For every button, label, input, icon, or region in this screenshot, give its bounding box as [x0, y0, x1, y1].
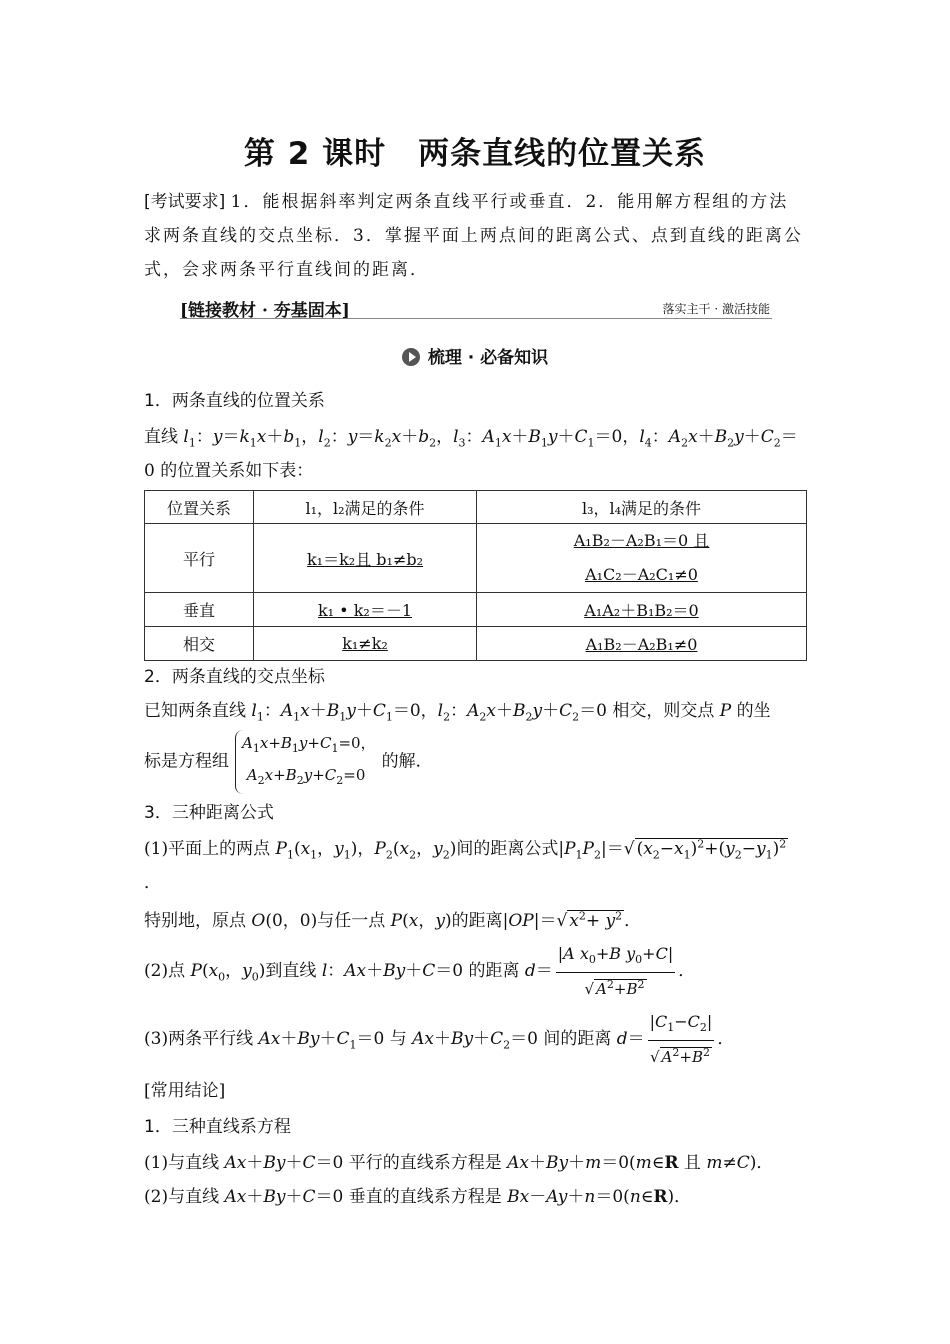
- formula-two-points: (1)平面上的两点 $P_1(x_1$，$y_1$)，$P_2(x_2$，$y_2$)间的距离公式$|P_1P_2|=√$ $(x_2-x_1)^2+(y_2-y_1)^2$: [144, 837, 787, 862]
- intersection-text: 已知两条直线 $l_1$：$A_1x+B_1y+C_1=0$，$l_2$：$A_2x+B_2y+C_2=0$ 相交，则交点 P 的坐: [144, 701, 771, 724]
- heading-conclusions: 1．三种直线系方程: [144, 1117, 291, 1137]
- intersection-system: 标是方程组$A_1x+B_1y+C_1=0$， $A_2x+B_2y+C_2=0$的解．: [144, 730, 433, 794]
- section-banner: [180, 296, 772, 319]
- exam-requirements: [144, 185, 806, 287]
- lines-definition-cont: 0 的位置关系如下表：: [144, 461, 314, 481]
- table-row: [145, 627, 807, 661]
- fraction: $\frac{|A x_0+B y_0+C|}{√ A^2+B^2}$: [557, 944, 674, 999]
- row-name: 平行: [145, 524, 254, 593]
- formula-origin: 特别地，原点 O(0，0)与任一点 P(x，y)的距离|OP|＝√ $x^2+ y^2$ ．: [144, 909, 642, 931]
- table-row: [145, 524, 807, 593]
- equation-system: $A_1x+B_1y+C_1=0$， $A_2x+B_2y+C_2=0$: [235, 730, 376, 794]
- banner-left-text: [链接教材 · 夯基固本]: [180, 301, 350, 321]
- cond-l3l4-line1: A₁B₂－A₂B₁＝0 且: [573, 531, 710, 550]
- cond-l3l4: A₁A₂＋B₁B₂＝0: [477, 593, 807, 627]
- cond-l1l2: k₁≠k₂: [254, 627, 477, 661]
- cond-l1l2: k₁ • k₂＝－1: [254, 593, 477, 627]
- heading-2: 2．两条直线的交点坐标: [144, 667, 325, 687]
- period: ．: [144, 873, 161, 893]
- page-title: 第 2 课时 两条直线的位置关系: [243, 136, 707, 172]
- section-heading: [0, 343, 950, 368]
- relation-table: [144, 490, 807, 661]
- cond-l3l4-line2: A₁C₂－A₂C₁≠0: [585, 565, 698, 584]
- table-row: [145, 593, 807, 627]
- row-name: 相交: [145, 627, 254, 661]
- header-cell: l₁，l₂满足的条件: [254, 491, 477, 524]
- section-heading-text: 梳理 · 必备知识: [427, 348, 549, 368]
- requirements-text: 1．能根据斜率判定两条直线平行或垂直．2．能用解方程组的方法求两条直线的交点坐标．3．掌握平面上两点间的距离公式、点到直线的距离公式，会求两条平行直线间的距离．: [144, 192, 803, 280]
- line-family-parallel: (1)与直线 Ax＋By＋C＝0 平行的直线系方程是 Ax＋By＋m＝0(m∈R 且 m≠C)．: [144, 1153, 774, 1173]
- lines-definition: 直线 $l_1$：$y=k_1x+b_1$，$l_2$：$y=k_2x+b_2$，$l_3$：$A_1x+B_1y+C_1=0$，$l_4$：$A_2x+B_2y+C_2=$: [144, 427, 798, 450]
- cond-l3l4: A₁B₂－A₂B₁≠0: [477, 627, 807, 661]
- row-name: 垂直: [145, 593, 254, 627]
- banner-right-text: 落实主干 · 激活技能: [662, 302, 770, 316]
- fraction: $\frac{|C_1-C_2|}{√ A^2+B^2}$: [649, 1012, 713, 1067]
- line-family-perpendicular: (2)与直线 Ax＋By＋C＝0 垂直的直线系方程是 Bx－Ay＋n＝0(n∈R)．: [144, 1187, 692, 1207]
- header-cell: l₃，l₄满足的条件: [477, 491, 807, 524]
- formula-parallel-lines: (3)两条平行线 $Ax+By+C_1=0$ 与 $Ax+By+C_2=0$ 间的距离 d＝ $\frac{|C_1-C_2|}{√ A^2+B^2}$ ．: [144, 1010, 734, 1069]
- play-icon: [402, 348, 420, 366]
- heading-1: 1．两条直线的位置关系: [144, 391, 325, 411]
- cond-l1l2: k₁＝k₂且 b₁≠b₂: [254, 524, 477, 593]
- cond-l3l4: [477, 524, 807, 593]
- requirements-label: [考试要求]: [144, 192, 226, 212]
- conclusions-label: [常用结论]: [144, 1081, 226, 1101]
- header-cell: 位置关系: [145, 491, 254, 524]
- table-header-row: [145, 491, 807, 524]
- heading-3: 3．三种距离公式: [144, 803, 274, 823]
- formula-point-line: (2)点 $P(x_0$，$y_0$)到直线 l：Ax＋By＋C＝0 的距离 d＝ $\frac{|A x_0+B y_0+C|}{√ A^2+B^2}$ ．: [144, 942, 695, 1001]
